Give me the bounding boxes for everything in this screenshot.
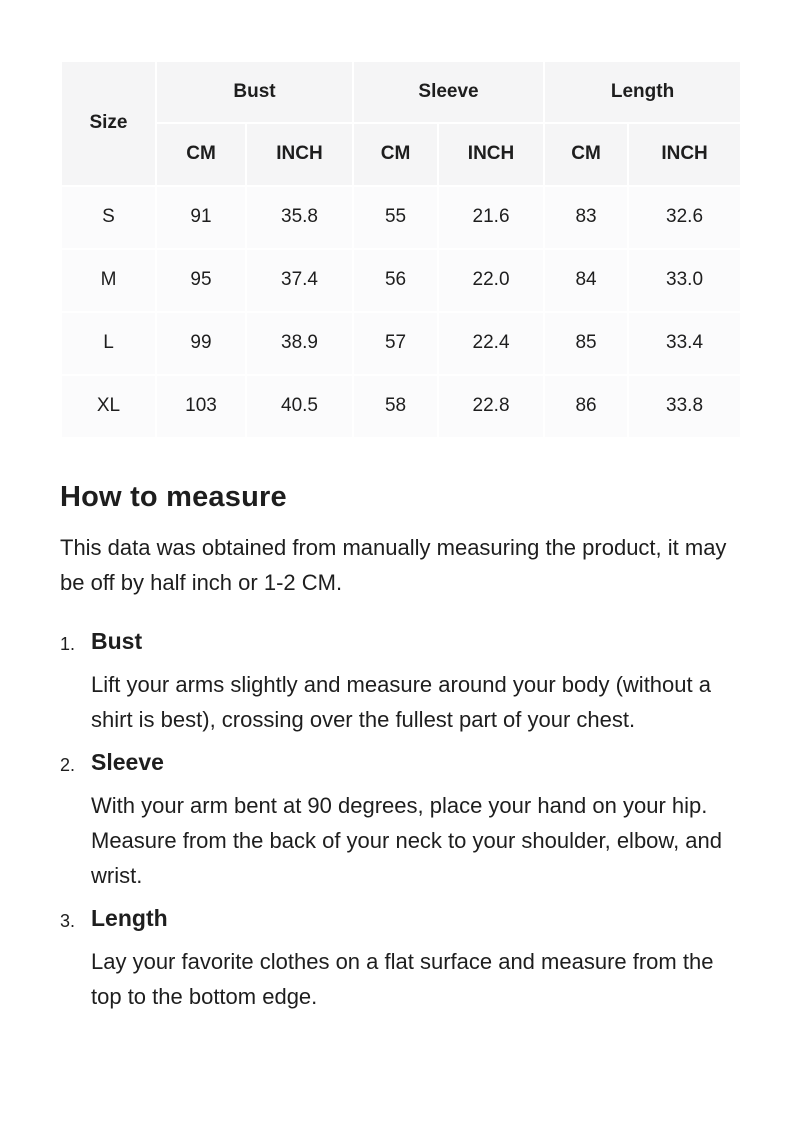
list-item-description: Lay your favorite clothes on a flat surface and measure from the top to the bottom edge. [91, 949, 714, 1009]
list-item-bust [60, 626, 740, 737]
value-cell: 22.0 [438, 249, 544, 312]
value-cell: 55 [353, 186, 438, 249]
value-cell: 57 [353, 312, 438, 375]
unit-header-bust-cm: CM [156, 123, 246, 186]
table-row-size-l [61, 312, 741, 375]
value-cell: 103 [156, 375, 246, 438]
measure-intro-text: This data was obtained from manually measuring the product, it may be off by half inch or 1-2 CM. [60, 535, 727, 595]
table-row-size-s [61, 186, 741, 249]
unit-header-length-cm: CM [544, 123, 628, 186]
size-cell: S [61, 186, 156, 249]
list-item-description: Lift your arms slightly and measure around your body (without a shirt is best), crossing over the fullest part of your chest. [91, 672, 711, 732]
table-row-size-m [61, 249, 741, 312]
unit-header-sleeve-cm: CM [353, 123, 438, 186]
column-header-bust: Bust [156, 61, 353, 123]
list-item-title: Bust [91, 628, 143, 654]
value-cell: 86 [544, 375, 628, 438]
value-cell: 33.4 [628, 312, 741, 375]
value-cell: 95 [156, 249, 246, 312]
table-row-size-xl [61, 375, 741, 438]
list-item-number: 1. [60, 634, 76, 654]
table-group-header-row [61, 61, 741, 123]
column-header-size: Size [61, 61, 156, 186]
unit-header-length-inch: INCH [628, 123, 741, 186]
value-cell: 83 [544, 186, 628, 249]
list-item-title: Length [91, 905, 168, 931]
size-chart-table [60, 60, 742, 439]
value-cell: 37.4 [246, 249, 353, 312]
value-cell: 33.8 [628, 375, 741, 438]
list-item-body [91, 903, 740, 1014]
list-item-number: 3. [60, 911, 76, 931]
size-cell: L [61, 312, 156, 375]
size-cell: M [61, 249, 156, 312]
value-cell: 91 [156, 186, 246, 249]
list-item-sleeve [60, 747, 740, 893]
value-cell: 33.0 [628, 249, 741, 312]
list-item-length [60, 903, 740, 1014]
value-cell: 32.6 [628, 186, 741, 249]
value-cell: 40.5 [246, 375, 353, 438]
value-cell: 21.6 [438, 186, 544, 249]
value-cell: 22.4 [438, 312, 544, 375]
unit-header-sleeve-inch: INCH [438, 123, 544, 186]
how-to-measure-heading: How to measure [60, 481, 287, 513]
list-item-description: With your arm bent at 90 degrees, place your hand on your hip. Measure from the back of your neck to your shoulder, elbow, and wrist. [91, 793, 723, 888]
size-cell: XL [61, 375, 156, 438]
value-cell: 22.8 [438, 375, 544, 438]
value-cell: 84 [544, 249, 628, 312]
list-item-body [91, 626, 740, 737]
value-cell: 85 [544, 312, 628, 375]
value-cell: 99 [156, 312, 246, 375]
table-unit-header-row [61, 123, 741, 186]
unit-header-bust-inch: INCH [246, 123, 353, 186]
value-cell: 35.8 [246, 186, 353, 249]
list-item-number: 2. [60, 755, 76, 775]
value-cell: 58 [353, 375, 438, 438]
column-header-sleeve: Sleeve [353, 61, 544, 123]
value-cell: 38.9 [246, 312, 353, 375]
list-item-body [91, 747, 740, 893]
value-cell: 56 [353, 249, 438, 312]
list-item-title: Sleeve [91, 749, 164, 775]
measure-instructions-list [60, 626, 740, 1014]
column-header-length: Length [544, 61, 741, 123]
